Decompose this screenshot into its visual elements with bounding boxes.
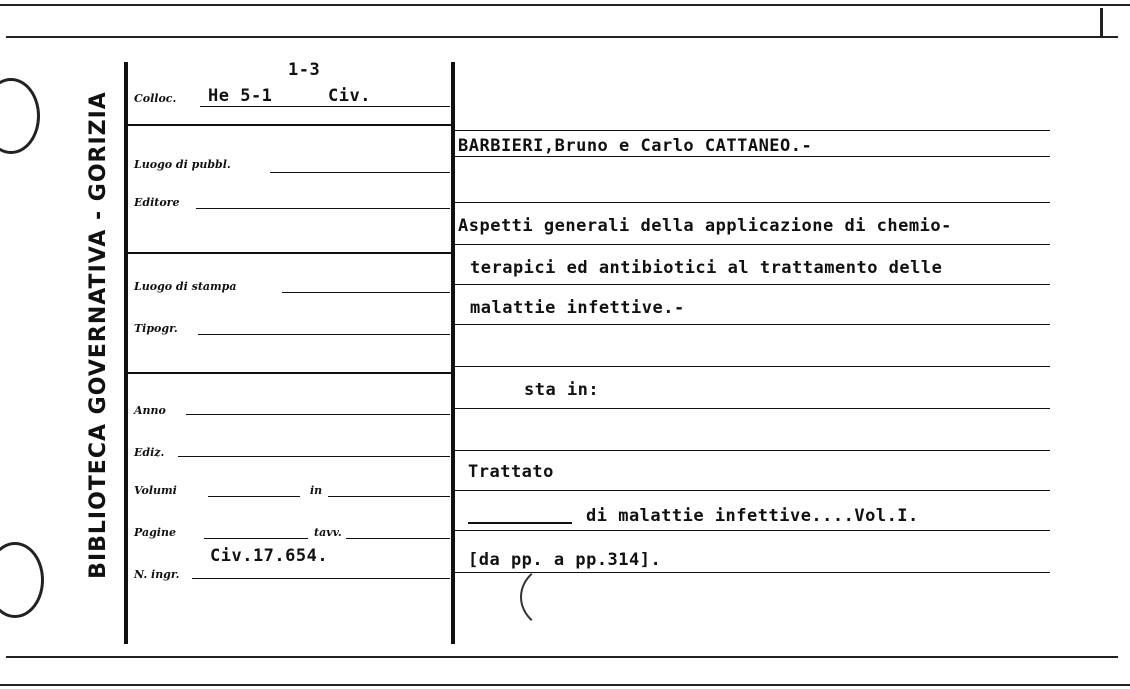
pagine-line <box>204 538 308 539</box>
right-line-8 <box>455 408 1050 409</box>
right-line-5 <box>455 284 1050 285</box>
ediz-label: Ediz. <box>134 446 165 459</box>
right-line-9 <box>455 450 1050 451</box>
tav-line <box>346 538 450 539</box>
source-line-1: Trattato <box>468 462 554 482</box>
anno-label: Anno <box>134 404 166 417</box>
title-line-2: terapici ed antibiotici al trattamento delle <box>470 258 943 278</box>
editore-line <box>196 208 450 209</box>
in-line <box>328 496 450 497</box>
source-line-3: [da pp. a pp.314]. <box>468 550 662 570</box>
right-line-3 <box>455 202 1050 203</box>
right-line-11 <box>455 530 1050 531</box>
right-line-10 <box>455 490 1050 491</box>
collocazione-label: Colloc. <box>134 92 177 105</box>
punch-hole-top <box>0 78 40 154</box>
n-ingr-line <box>192 578 450 579</box>
anno-line <box>186 414 450 415</box>
collocazione-value: He 5-1 <box>208 86 273 106</box>
left-separator-1 <box>126 124 452 126</box>
collocazione-sup: 1-3 <box>288 60 321 80</box>
title-line-1: Aspetti generali della applicazione di chemio- <box>458 216 952 236</box>
punch-hole-bottom <box>0 542 44 618</box>
stamp-smudge <box>520 562 602 632</box>
n-ingr-label: N. ingr. <box>134 568 180 581</box>
right-line-2 <box>455 156 1050 157</box>
right-line-7 <box>455 366 1050 367</box>
tipogr-label: Tipogr. <box>134 322 178 335</box>
source-line-2: di malattie infettive....Vol.I. <box>586 506 919 526</box>
right-line-1 <box>455 130 1050 131</box>
card-top-rule <box>6 36 1118 38</box>
right-line-4 <box>455 244 1050 245</box>
collocazione-suffix: Civ. <box>328 86 371 106</box>
library-vertical-title: BIBLIOTECA GOVERNATIVA - GORIZIA <box>86 91 111 579</box>
card-bottom-rule <box>6 656 1118 658</box>
luogo-stampa-line <box>282 292 450 293</box>
volumi-label: Volumi <box>134 484 177 497</box>
tav-label: tavv. <box>314 526 342 539</box>
card-right-edge <box>1100 8 1103 36</box>
title-line-3: malattie infettive.- <box>470 298 685 318</box>
card-top-edge <box>0 4 1130 6</box>
pagine-label: Pagine <box>134 526 176 539</box>
collocazione-line <box>200 106 450 107</box>
authors-line: BARBIERI,Bruno e Carlo CATTANEO.- <box>458 136 813 156</box>
left-column-bar <box>124 62 128 644</box>
n-ingr-value: Civ.17.654. <box>210 546 329 566</box>
sta-in-label: sta in: <box>524 380 600 400</box>
right-line-6 <box>455 324 1050 325</box>
left-separator-2 <box>126 252 452 254</box>
source-blank-line <box>468 522 572 524</box>
luogo-pubbl-label: Luogo di pubbl. <box>134 158 231 171</box>
card-bottom-edge <box>0 684 1130 686</box>
in-label: in <box>310 484 323 497</box>
editore-label: Editore <box>134 196 180 209</box>
volumi-line <box>208 496 300 497</box>
middle-column-bar <box>451 62 455 644</box>
luogo-stampa-label: Luogo di stampa <box>134 280 237 293</box>
left-separator-3 <box>126 372 452 374</box>
tipogr-line <box>198 334 450 335</box>
luogo-pubbl-line <box>270 172 450 173</box>
ediz-line <box>178 456 450 457</box>
